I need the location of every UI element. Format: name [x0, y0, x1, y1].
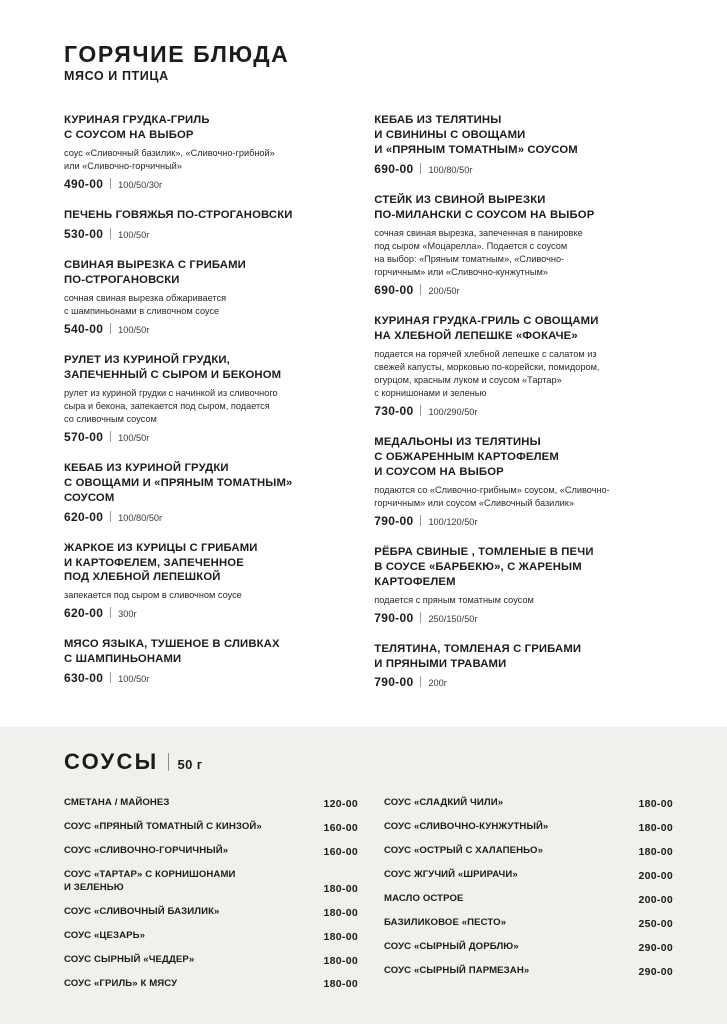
- menu-item: [64, 208, 348, 241]
- menu-item-description: подаются со «Сливочно-грибным» соусом, «Сливочно- горчичным» или соусом «Сливочный базилик»: [374, 484, 610, 508]
- menu-item-price: 690-00: [374, 282, 414, 297]
- sauces-column-left: [64, 797, 358, 1001]
- price-weight-divider: [420, 515, 421, 526]
- price-weight-divider: [110, 607, 111, 618]
- price-weight-divider: [420, 284, 421, 295]
- sauce-row: [384, 893, 673, 906]
- menu-item-weight: 100/50г: [118, 432, 150, 443]
- menu-item-name: КЕБАБ ИЗ ТЕЛЯТИНЫ И СВИНИНЫ С ОВОЩАМИ И «ПРЯНЫМ ТОМАТНЫМ» СОУСОМ: [374, 114, 578, 156]
- sauce-name: МАСЛО ОСТРОЕ: [383, 892, 464, 904]
- menu-item-price-row: [374, 162, 673, 176]
- sauce-price: 180-00: [323, 954, 358, 967]
- menu-item-name: СВИНАЯ ВЫРЕЗКА С ГРИБАМИ ПО-СТРОГАНОВСКИ: [64, 258, 246, 286]
- sauce-price: 120-00: [323, 797, 358, 810]
- menu-item-description: соус «Сливочный базилик», «Сливочно-грибной» или «Сливочно-горчичный»: [64, 147, 275, 172]
- menu-item-weight: 200г: [428, 678, 448, 689]
- menu-item: [374, 113, 673, 176]
- menu-item-weight: 100/50г: [118, 229, 150, 240]
- menu-item-price-row: [64, 322, 348, 336]
- sauce-name: СОУС «ПРЯНЫЙ ТОМАТНЫЙ С КИНЗОЙ»: [64, 820, 262, 832]
- menu-item-price-row: [374, 283, 673, 297]
- menu-item-price: 570-00: [64, 429, 104, 444]
- sauce-row: [384, 965, 673, 978]
- sauces-separator: [168, 753, 169, 771]
- menu-item-price-row: [64, 227, 348, 241]
- menu-item-name: МЯСО ЯЗЫКА, ТУШЕНОЕ В СЛИВКАХ С ШАМПИНЬОНАМИ: [64, 638, 280, 666]
- menu-item-name: КУРИНАЯ ГРУДКА-ГРИЛЬ С СОУСОМ НА ВЫБОР: [64, 114, 210, 142]
- price-weight-divider: [420, 676, 421, 687]
- price-weight-divider: [420, 405, 421, 416]
- page-title: ГОРЯЧИЕ БЛЮДА: [64, 41, 290, 67]
- sauces-columns: [64, 797, 673, 1001]
- menu-item-price-row: [64, 671, 348, 685]
- menu-item: [374, 314, 673, 418]
- sauce-price: 180-00: [323, 882, 358, 895]
- sauce-name: СМЕТАНА / МАЙОНЕЗ: [64, 797, 170, 808]
- menu-item-name: КЕБАБ ИЗ КУРИНОЙ ГРУДКИ С ОВОЩАМИ И «ПРЯНЫМ ТОМАТНЫМ» СОУСОМ: [64, 461, 293, 504]
- sauce-row: [64, 821, 358, 834]
- menu-item-price-row: [374, 675, 673, 689]
- menu-item-price-row: [64, 430, 348, 444]
- menu-item-price-row: [374, 514, 673, 528]
- menu-item-name: ТЕЛЯТИНА, ТОМЛЕНАЯ С ГРИБАМИ И ПРЯНЫМИ ТРАВАМИ: [374, 642, 582, 670]
- menu-item: [374, 435, 673, 528]
- menu-item-weight: 100/290/50г: [428, 406, 478, 417]
- sauce-row: [384, 821, 673, 834]
- menu-item-description: сочная свиная вырезка обжаривается с шампиньонами в сливочном соусе: [64, 292, 227, 316]
- sauce-name: СОУС «СЫРНЫЙ ДОРБЛЮ»: [383, 940, 519, 952]
- sauce-price: 290-00: [638, 941, 673, 954]
- sauce-name: СОУС «СЫРНЫЙ ПАРМЕЗАН»: [383, 964, 530, 976]
- menu-item: [374, 642, 673, 690]
- menu-item-price: 790-00: [374, 610, 414, 625]
- sauce-price: 200-00: [638, 869, 673, 882]
- sauce-name: СОУС «ТАРТАР» С КОРНИШОНАМИ И ЗЕЛЕНЬЮ: [64, 868, 236, 893]
- menu-item: [374, 545, 673, 625]
- menu-item-name: ЖАРКОЕ ИЗ КУРИЦЫ С ГРИБАМИ И КАРТОФЕЛЕМ, ЗАПЕЧЕННОЕ ПОД ХЛЕБНОЙ ЛЕПЕШКОЙ: [64, 541, 258, 584]
- sauce-row: [384, 917, 673, 930]
- menu-item-price: 630-00: [64, 671, 104, 686]
- menu-item-name: МЕДАЛЬОНЫ ИЗ ТЕЛЯТИНЫ С ОБЖАРЕННЫМ КАРТОФЕЛЕМ И СОУСОМ НА ВЫБОР: [374, 435, 559, 478]
- sauce-price: 180-00: [638, 845, 673, 858]
- menu-item-name: СТЕЙК ИЗ СВИНОЙ ВЫРЕЗКИ ПО-МИЛАНСКИ С СОУСОМ НА ВЫБОР: [374, 193, 595, 221]
- price-weight-divider: [110, 228, 111, 239]
- menu-item: [64, 541, 348, 621]
- sauce-name: СОУС «ОСТРЫЙ С ХАЛАПЕНЬО»: [383, 844, 544, 856]
- sauce-price: 160-00: [323, 821, 358, 834]
- menu-item-weight: 100/50г: [118, 674, 150, 685]
- sauce-row: [384, 941, 673, 954]
- menu-item-price: 490-00: [64, 177, 104, 192]
- menu-item-price: 690-00: [374, 161, 414, 176]
- sauce-price: 180-00: [323, 930, 358, 943]
- price-weight-divider: [110, 178, 111, 189]
- menu-item-description: запекается под сыром в сливочном соусе: [64, 590, 242, 601]
- sauce-row: [64, 869, 358, 895]
- sauces-header: [64, 749, 673, 775]
- menu-item-price: 790-00: [374, 513, 414, 528]
- sauce-name: СОУС «СЛИВОЧНО-ГОРЧИЧНЫЙ»: [64, 844, 229, 856]
- sauce-name: СОУС «СЛИВОЧНЫЙ БАЗИЛИК»: [64, 905, 220, 917]
- sauce-name: СОУС ЖГУЧИЙ «ШРИРАЧИ»: [383, 868, 518, 880]
- page-header: [0, 0, 727, 83]
- sauce-price: 200-00: [638, 893, 673, 906]
- sauce-row: [384, 797, 673, 810]
- menu-item: [374, 193, 673, 297]
- sauce-price: 160-00: [323, 845, 358, 858]
- menu-item-weight: 300г: [118, 609, 137, 620]
- price-weight-divider: [110, 672, 111, 683]
- sauces-title: СОУСЫ: [64, 749, 159, 774]
- menu-item-weight: 100/80/50г: [118, 512, 163, 523]
- menu-item-price-row: [374, 404, 673, 418]
- price-weight-divider: [110, 431, 111, 442]
- price-weight-divider: [420, 612, 421, 623]
- menu-item-price-row: [374, 611, 673, 625]
- menu-item-weight: 250/150/50г: [428, 613, 478, 624]
- menu-item: [64, 461, 348, 524]
- sauce-price: 180-00: [323, 906, 358, 919]
- menu-item-price: 530-00: [64, 226, 104, 241]
- menu-item-weight: 100/80/50г: [428, 164, 473, 175]
- menu-item-name: РУЛЕТ ИЗ КУРИНОЙ ГРУДКИ, ЗАПЕЧЕННЫЙ С СЫРОМ И БЕКОНОМ: [64, 353, 282, 381]
- menu-item-price: 790-00: [374, 675, 414, 690]
- menu-item-description: сочная свиная вырезка, запеченная в панировке под сыром «Моцарелла». Подается с соусом на выбор: «Пряным томатным», «Сливочно- горчичным» или «Сливочно-кунжутным»: [374, 227, 583, 277]
- menu-column-left: [64, 113, 348, 706]
- sauce-price: 250-00: [638, 917, 673, 930]
- sauce-price: 180-00: [323, 978, 358, 991]
- menu-item: [64, 353, 348, 444]
- price-weight-divider: [110, 511, 111, 522]
- menu-item-weight: 100/50/30г: [118, 180, 163, 191]
- sauce-row: [64, 845, 358, 858]
- menu-item-price: 620-00: [64, 606, 104, 621]
- sauce-row: [64, 797, 358, 810]
- menu-item-price: 730-00: [374, 403, 414, 418]
- menu-item-price: 540-00: [64, 321, 104, 336]
- sauce-row: [64, 978, 358, 991]
- menu-item-price: 620-00: [64, 509, 104, 524]
- sauce-name: СОУС «ЦЕЗАРЬ»: [64, 929, 146, 941]
- menu-item-price-row: [64, 177, 348, 191]
- sauce-name: СОУС «СЛАДКИЙ ЧИЛИ»: [383, 797, 504, 808]
- sauces-section: [0, 727, 727, 1024]
- sauce-name: БАЗИЛИКОВОЕ «ПЕСТО»: [383, 916, 507, 928]
- sauce-row: [384, 869, 673, 882]
- sauce-name: СОУС «СЛИВОЧНО-КУНЖУТНЫЙ»: [383, 820, 549, 832]
- menu-item-weight: 100/120/50г: [428, 516, 478, 527]
- menu-item: [64, 637, 348, 685]
- sauce-price: 180-00: [638, 821, 673, 834]
- sauce-name: СОУС СЫРНЫЙ «ЧЕДДЕР»: [64, 953, 195, 965]
- sauce-row: [64, 954, 358, 967]
- menu-item-name: ПЕЧЕНЬ ГОВЯЖЬЯ ПО-СТРОГАНОВСКИ: [64, 209, 293, 222]
- sauce-name: СОУС «ГРИЛЬ» К МЯСУ: [64, 977, 178, 989]
- sauces-column-right: [384, 797, 673, 1001]
- sauce-row: [64, 906, 358, 919]
- menu-column-right: [374, 113, 673, 706]
- menu-item-description: рулет из куриной грудки с начинкой из сливочного сыра и бекона, запекается под сыром, подается со сливочным соусом: [64, 387, 278, 424]
- page-subtitle: МЯСО И ПТИЦА: [64, 69, 169, 84]
- menu-columns: [0, 83, 727, 706]
- menu-item-weight: 100/50г: [118, 324, 150, 335]
- price-weight-divider: [420, 163, 421, 174]
- menu-item-name: РЁБРА СВИНЫЕ , ТОМЛЕНЫЕ В ПЕЧИ В СОУСЕ «БАРБЕКЮ», С ЖАРЕНЫМ КАРТОФЕЛЕМ: [374, 545, 594, 588]
- menu-item-description: подается на горячей хлебной лепешке с салатом из свежей капусты, морковью по-корейски, помидором, огурцом, красным луком и соусом «Тартар» с корнишонами и зеленью: [374, 348, 600, 398]
- menu-item: [64, 258, 348, 336]
- sauces-portion: 50 г: [177, 757, 203, 772]
- menu-item-description: подается с пряным томатным соусом: [374, 594, 534, 605]
- sauce-price: 180-00: [638, 797, 673, 810]
- price-weight-divider: [110, 323, 111, 334]
- sauce-row: [64, 930, 358, 943]
- menu-item-name: КУРИНАЯ ГРУДКА-ГРИЛЬ С ОВОЩАМИ НА ХЛЕБНОЙ ЛЕПЕШКЕ «ФОКАЧЕ»: [374, 314, 599, 342]
- menu-item: [64, 113, 348, 191]
- menu-item-price-row: [64, 510, 348, 524]
- menu-item-weight: 200/50г: [428, 285, 460, 296]
- sauce-row: [384, 845, 673, 858]
- menu-item-price-row: [64, 606, 348, 620]
- sauce-price: 290-00: [638, 965, 673, 978]
